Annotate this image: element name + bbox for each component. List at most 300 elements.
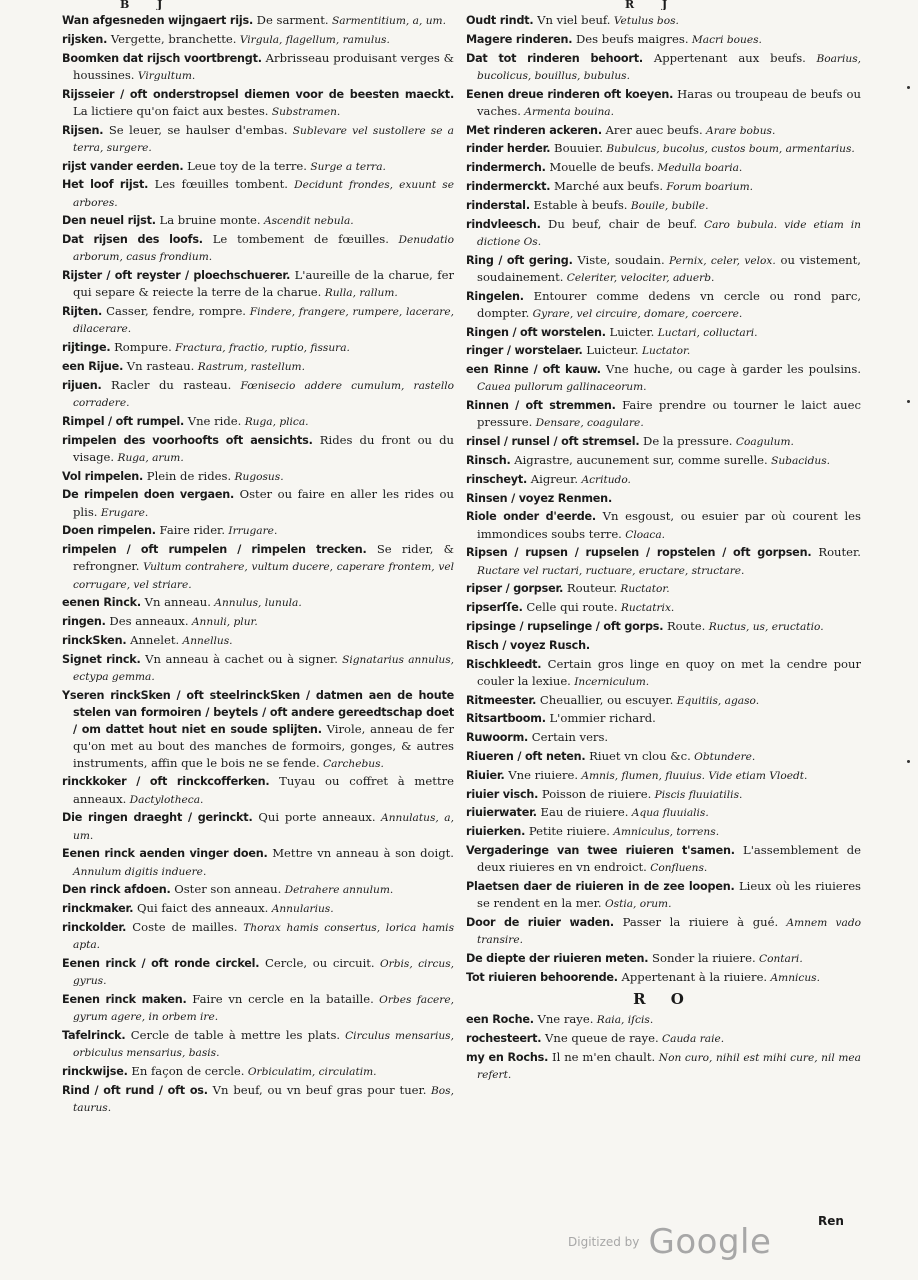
entry-latin: Amnem vado transire. (477, 916, 861, 947)
page-edge-mark (907, 760, 910, 763)
entry-french: Cercle, ou circuit. (259, 955, 375, 970)
entry-headword: rinckwijse. (62, 1064, 128, 1078)
entry-french: Arbrisseau produisant verges & houssines. (73, 50, 454, 82)
page-edge-mark (907, 86, 910, 89)
entry-french: Le tombement de fœuilles. (202, 232, 389, 247)
entry-headword: eenen Rinck. (62, 596, 141, 610)
entry-latin: Forum boarium. (663, 180, 754, 193)
entry-french: ou vistement, soudainement. (477, 252, 861, 284)
entry-french: Cercle de table à mettre les plats. (125, 1027, 341, 1042)
dictionary-entry (62, 267, 454, 301)
entry-headword: Den neuel rijst. (62, 214, 156, 228)
dictionary-entry (466, 729, 861, 746)
dictionary-entry (62, 468, 454, 485)
entry-french: Faire rider. (155, 523, 226, 538)
entry-headword: riuierwater. (466, 806, 537, 820)
running-head-right: R J (625, 0, 680, 10)
dictionary-entry (466, 122, 861, 139)
dictionary-entry (62, 632, 454, 649)
dictionary-entry (62, 919, 454, 953)
dictionary-entry (466, 361, 861, 395)
dictionary-entry (62, 900, 454, 917)
entry-headword: Eenen rinck / oft ronde circkel. (62, 956, 260, 970)
entry-latin: Densare, coagulare. (532, 417, 644, 430)
left-column (62, 12, 454, 1222)
dictionary-entry (466, 950, 861, 967)
entry-french: Vn anneau à cachet ou à signer. (140, 651, 338, 666)
dictionary-entry (466, 969, 861, 986)
entry-headword: Eenen rinck aenden vinger doen. (62, 847, 268, 861)
dictionary-entry (62, 1027, 454, 1061)
dictionary-entry (62, 594, 454, 611)
entry-latin: Ructatrix. (617, 602, 675, 615)
entry-headword: een Rijue. (62, 359, 124, 373)
dictionary-entry (62, 613, 454, 630)
entry-french: Des anneaux. (105, 614, 189, 629)
dictionary-entry (62, 212, 454, 229)
catchword: Ren (818, 1214, 844, 1228)
dictionary-entry (62, 377, 454, 411)
dictionary-entry (62, 773, 454, 807)
entry-french: Certain gros linge en quoy on met la cendre pour couler la lexiue. (477, 656, 861, 688)
entry-latin: Ructus, us, eructatio. (705, 620, 824, 633)
dictionary-entry (466, 637, 861, 654)
entry-french: De sarment. (253, 13, 329, 27)
entry-headword: rinder herder. (466, 142, 551, 156)
entry-headword: rimpelen / oft rumpelen / rimpelen trecken. (62, 543, 367, 557)
entry-latin: Piscis fluuiatilis. (651, 788, 743, 801)
entry-latin: Acritudo. (578, 473, 631, 486)
entry-french: Mettre vn anneau à son doigt. (267, 846, 454, 861)
entry-headword: rijsken. (62, 32, 108, 46)
dictionary-entry (466, 618, 861, 635)
entry-french: Eau de riuiere. (536, 805, 629, 820)
entry-french: Passer la riuiere à gué. (613, 914, 779, 929)
entry-french: Cheuallier, ou escuyer. (536, 692, 674, 707)
entry-latin: Bouile, bubile. (627, 199, 709, 212)
entry-french: Riuet vn clou &c. (585, 748, 691, 763)
entry-french: Vne queue de raye. (541, 1030, 659, 1045)
entry-latin: Denudatio arborum, casus frondium. (73, 234, 454, 264)
entry-latin: Amnis, flumen, fluuius. Vide etiam Vloedt. (578, 769, 808, 782)
entry-latin: Rastrum, rastellum. (194, 360, 305, 373)
entry-latin: Detrahere annulum. (281, 884, 394, 897)
entry-french: Vergette, branchette. (107, 31, 237, 46)
dictionary-entry (466, 490, 861, 507)
dictionary-entry (466, 433, 861, 450)
entry-headword: rindermerch. (466, 161, 546, 175)
entry-french: Bouuier. (550, 141, 604, 156)
entry-french: Certain vers. (528, 730, 609, 745)
entry-french: Appertenant aux beufs. (642, 50, 806, 65)
entry-french: Luicteur. (582, 343, 639, 358)
entry-latin: Contari. (755, 952, 803, 965)
entry-headword: Rijster / oft reyster / ploechschuerer. (62, 269, 291, 283)
entry-latin: Orbes facere, gyrum agere, in orbem ire. (73, 993, 454, 1024)
entry-french: L'ommier richard. (545, 711, 656, 726)
dictionary-entry (466, 12, 861, 29)
entry-latin: Amniculus, torrens. (609, 826, 720, 839)
entry-headword: ringer / worstelaer. (466, 344, 583, 358)
entry-french: Oster ou faire en aller les rides ou plis. (73, 487, 454, 519)
entry-latin: Annulatus, a, um. (73, 812, 454, 842)
right-column-entries (466, 12, 861, 986)
dictionary-entry (62, 12, 454, 29)
entry-french: Poisson de riuiere. (538, 786, 652, 801)
entry-headword: rinsel / runsel / oft stremsel. (466, 435, 640, 449)
entry-headword: rinscheyt. (466, 472, 528, 486)
entry-latin: Non curo, nihil est mihi cure, nil mea refert. (477, 1051, 861, 1081)
entry-headword: Rinsch. (466, 453, 511, 467)
dictionary-entry (62, 809, 454, 843)
dictionary-entry (62, 413, 454, 430)
entry-latin: Cauea pullorum gallinaceorum. (477, 381, 647, 394)
entry-headword: Ripsen / rupsen / rupselen / ropstelen / oft gorpsen. (466, 546, 812, 560)
dictionary-entry (62, 1063, 454, 1080)
entry-headword: Signet rinck. (62, 652, 141, 666)
entry-headword: Rimpel / oft rumpel. (62, 414, 185, 428)
entry-latin: Amnicus. (767, 971, 820, 984)
entry-headword: ringen. (62, 615, 106, 629)
running-head-left: B J (120, 0, 175, 10)
entry-latin: Fœnisecio addere cumulum, rastello corradere. (73, 379, 454, 409)
entry-headword: rinckkoker / oft rinckcofferken. (62, 775, 270, 789)
dictionary-entry (466, 216, 861, 250)
entry-headword: Ruwoorm. (466, 731, 529, 745)
entry-headword: Ringelen. (466, 289, 524, 303)
entry-latin: Annularius. (268, 903, 334, 916)
entry-french: Faire prendre ou tourner le laict auec pressure. (477, 398, 861, 430)
entry-latin: Obtundere. (690, 750, 756, 763)
entry-headword: Den rinck afdoen. (62, 883, 171, 897)
entry-french: Vn rasteau. (123, 358, 195, 373)
entry-french: Marché aux beufs. (550, 178, 664, 193)
entry-latin: Dactylotheca. (126, 793, 204, 806)
entry-headword: Boomken dat rijsch voortbrengt. (62, 51, 262, 65)
entry-headword: Tot riuieren behoorende. (466, 970, 618, 984)
dictionary-entry (466, 50, 861, 84)
entry-french: Aigrastre, aucunement sur, comme surelle. (510, 452, 768, 467)
dictionary-entry (466, 823, 861, 840)
entry-french: Entourer comme dedens vn cercle ou rond parc, dompter. (477, 288, 861, 320)
entry-french: Plein de rides. (143, 468, 232, 483)
entry-french: Celle qui route. (522, 600, 618, 615)
dictionary-entry (466, 544, 861, 578)
entry-latin: Carchebus. (319, 757, 384, 770)
dictionary-entry (62, 991, 454, 1025)
dictionary-entry (62, 158, 454, 175)
section-heading: R O (633, 989, 694, 1008)
entry-french: Estable à beufs. (529, 197, 628, 212)
entry-french: Coste de mailles. (126, 919, 238, 934)
entry-french: L'aureille de la charue, fer qui separe & reiecte la terre de la charue. (73, 268, 454, 300)
dictionary-entry (466, 767, 861, 784)
entry-french: Qui faict des anneaux. (133, 901, 269, 916)
dictionary-entry (466, 31, 861, 48)
entry-french: Se leuer, se haulser d'embas. (103, 122, 288, 137)
entry-french: Routeur. (563, 581, 618, 596)
entry-french: Vne raye. (533, 1011, 594, 1026)
entry-french: Faire vn cercle en la bataille. (186, 991, 374, 1006)
entry-latin: Ruga, plica. (241, 415, 309, 428)
entry-french: Les fœuilles tombent. (148, 177, 288, 192)
entry-latin: Rugosus. (231, 470, 284, 483)
entry-headword: Dat tot rinderen behoort. (466, 51, 643, 65)
dictionary-entry (62, 50, 454, 84)
entry-headword: Riuier. (466, 768, 505, 782)
dictionary-entry (466, 159, 861, 176)
entry-latin: Armenta bouina. (520, 105, 614, 118)
entry-french: Qui porte anneaux. (252, 810, 376, 825)
entry-headword: ripsinge / rupselinge / oft gorps. (466, 619, 664, 633)
dictionary-entry (466, 599, 861, 616)
dictionary-entry (62, 86, 454, 120)
entry-french: De la pressure. (639, 434, 733, 449)
entry-headword: De diepte der riuieren meten. (466, 951, 649, 965)
page-edge-mark (907, 400, 910, 403)
entry-headword: rindermerckt. (466, 179, 551, 193)
entry-latin: Confluens. (646, 862, 708, 875)
entry-headword: rochesteert. (466, 1031, 542, 1045)
entry-headword: rijtinge. (62, 341, 111, 355)
entry-french: Du beuf, chair de beuf. (540, 216, 698, 231)
entry-headword: Met rinderen ackeren. (466, 123, 602, 137)
entry-french: Arer auec beufs. (601, 122, 703, 137)
entry-latin: Erugare. (97, 506, 149, 519)
dictionary-entry (62, 486, 454, 520)
entry-headword: riuierken. (466, 825, 526, 839)
entry-french: Rompure. (110, 340, 172, 355)
dictionary-entry (62, 339, 454, 356)
entry-headword: Tafelrinck. (62, 1028, 126, 1042)
right-column-entries-ro (466, 1011, 861, 1083)
entry-french: Vn esgoust, ou esuier par où courent les immondices soubs terre. (477, 509, 861, 541)
entry-latin: Findere, frangere, rumpere, lacerare, dilacerare. (73, 306, 454, 336)
watermark-prefix: Digitized by (568, 1235, 640, 1249)
entry-headword: Riueren / oft neten. (466, 749, 586, 763)
entry-french: La lictiere qu'on faict aux bestes. (73, 103, 269, 118)
dictionary-entry (466, 914, 861, 948)
entry-headword: Rischkleedt. (466, 657, 542, 671)
entry-latin: Boarius, bucolicus, bouillus, bubulus. (477, 52, 861, 82)
entry-headword: Plaetsen daer de riuieren in de zee loopen. (466, 879, 735, 893)
entry-latin: Gyrare, vel circuire, domare, coercere. (529, 307, 743, 320)
entry-french: Mouelle de beufs. (545, 160, 655, 175)
entry-french: Vn anneau. (140, 595, 211, 610)
entry-headword: een Rinne / oft kauw. (466, 363, 601, 377)
entry-latin: Incerniculum. (570, 675, 650, 688)
entry-latin: Cloaca. (621, 528, 666, 541)
entry-latin: Vetulus bos. (610, 15, 679, 27)
entry-latin: Orbiculatim, circulatim. (244, 1065, 377, 1078)
dictionary-entry (466, 656, 861, 690)
dictionary-entry (466, 786, 861, 803)
entry-latin: Cauda raie. (658, 1032, 725, 1045)
entry-headword: Rijsen. (62, 123, 104, 137)
dictionary-entry (466, 1030, 861, 1047)
dictionary-entry (466, 288, 861, 322)
entry-latin: Annulum digitis induere. (73, 865, 207, 878)
entry-french: Leue toy de la terre. (183, 158, 307, 173)
entry-headword: rijst vander eerden. (62, 159, 184, 173)
entry-latin: Orbis, circus, gyrus. (73, 957, 454, 988)
dictionary-entry (62, 845, 454, 879)
entry-headword: rimpelen des voorhoofts oft aensichts. (62, 433, 313, 447)
entry-headword: Eenen rinck maken. (62, 992, 187, 1006)
dictionary-entry (466, 452, 861, 469)
entry-french: Haras ou troupeau de beufs ou vaches. (477, 86, 861, 118)
entry-headword: Rinnen / oft stremmen. (466, 399, 616, 413)
entry-headword: rinckSken. (62, 633, 127, 647)
dictionary-entry (62, 687, 454, 772)
entry-headword: rindvleesch. (466, 217, 541, 231)
entry-latin: Ructator. (617, 583, 670, 596)
dictionary-entry (466, 342, 861, 359)
dictionary-entry (62, 955, 454, 989)
dictionary-entry (466, 508, 861, 542)
dictionary-entry (466, 804, 861, 821)
watermark-brand-logo: Google (648, 1222, 772, 1262)
entry-latin: Ruga, arum. (114, 451, 184, 464)
entry-latin: Annuli, plur. (188, 616, 258, 629)
entry-french: Vn viel beuf. (533, 13, 611, 27)
entry-latin: Rulla, rallum. (321, 287, 398, 300)
entry-latin: Signatarius annulus, ectypa gemma. (73, 653, 454, 683)
entry-headword: Riole onder d'eerde. (466, 510, 596, 524)
dictionary-entry (466, 1049, 861, 1083)
entry-french: Vne huche, ou cage à garder les poulsins. (600, 362, 861, 377)
entry-french: Casser, fendre, rompre. (102, 304, 246, 319)
entry-headword: Risch / voyez Rusch. (466, 638, 590, 652)
entry-french: Luicter. (605, 324, 655, 339)
entry-latin: Equitiis, agaso. (673, 694, 760, 707)
entry-headword: Vergaderinge van twee riuieren t'samen. (466, 843, 735, 857)
entry-headword: riuier visch. (466, 787, 539, 801)
entry-latin: Luctari, colluctari. (654, 326, 758, 339)
entry-french: Virole, anneau de fer qu'on met au bout des manches de formoirs, gonges, & autres instruments, affin que le bois ne se fende. (73, 722, 454, 770)
dictionary-entry (466, 692, 861, 709)
entry-french: Petite riuiere. (525, 824, 610, 839)
entry-latin: Fractura, fractio, ruptio, fissura. (171, 342, 350, 355)
dictionary-entry (62, 231, 454, 265)
entry-headword: Die ringen draeght / gerinckt. (62, 811, 253, 825)
entry-french: Appertenant à la riuiere. (617, 969, 768, 984)
entry-french: Se rider, & refrongner. (73, 542, 454, 574)
entry-headword: Ritmeester. (466, 693, 537, 707)
entry-headword: rinderstal. (466, 198, 530, 212)
entry-headword: Rijten. (62, 305, 103, 319)
entry-headword: De rimpelen doen vergaen. (62, 488, 235, 502)
dictionary-entry (466, 197, 861, 214)
entry-latin: Bos, taurus. (73, 1084, 454, 1114)
entry-headword: Oudt rindt. (466, 14, 534, 27)
entry-headword: my en Rochs. (466, 1050, 549, 1064)
entry-latin: Coagulum. (732, 436, 794, 449)
entry-french: L'assemblement de deux riuieres en vn endroict. (477, 842, 861, 875)
entry-latin: Decidunt frondes, exuunt se arbores. (73, 179, 454, 209)
entry-latin: Pernix, celer, velox. (664, 254, 776, 267)
entry-headword: Ring / oft gering. (466, 253, 573, 267)
entry-latin: Annellus. (179, 634, 233, 647)
entry-latin: Medulla boaria. (654, 162, 743, 175)
entry-french: Aigreur. (527, 471, 579, 486)
entry-french: La bruine monte. (155, 213, 261, 228)
entry-headword: ripser / gorpser. (466, 582, 564, 596)
entry-headword: rinckolder. (62, 920, 127, 934)
entry-french: Oster son anneau. (170, 882, 282, 897)
entry-headword: rijuen. (62, 378, 102, 392)
entry-latin: Subacidus. (767, 454, 831, 467)
entry-french: En façon de cercle. (127, 1063, 245, 1078)
entry-latin: Vultum contrahere, vultum ducere, caperare frontem, vel corrugare, vel striare. (73, 561, 454, 591)
entry-latin: Substramen. (268, 105, 341, 118)
dictionary-entry (62, 522, 454, 539)
entry-french: Racler du rasteau. (101, 377, 232, 392)
entry-latin: Arare bobus. (702, 124, 776, 137)
dictionary-entry (62, 31, 454, 48)
entry-french: Rides du front ou du visage. (73, 432, 454, 464)
dictionary-entry (62, 432, 454, 466)
entry-latin: Thorax hamis consertus, lorica hamis apta. (73, 921, 454, 952)
entry-headword: Door de riuier waden. (466, 915, 614, 929)
entry-headword: Wan afgesneden wijngaert rijs. (62, 14, 253, 27)
entry-headword: Doen rimpelen. (62, 524, 156, 538)
entry-french: Router. (811, 545, 861, 560)
dictionary-entry (62, 303, 454, 337)
entry-french: Annelet. (126, 632, 180, 647)
right-column (466, 12, 861, 1222)
dictionary-entry (466, 878, 861, 912)
entry-french: Lieux où les riuieres se rendent en la mer. (477, 878, 861, 911)
dictionary-entry (466, 580, 861, 597)
digitized-watermark (568, 1222, 771, 1262)
entry-latin: Macri boues. (688, 33, 762, 46)
dictionary-entry (62, 651, 454, 685)
entry-latin: Virgultum. (134, 69, 196, 82)
entry-latin: Surge a terra. (306, 160, 386, 173)
entry-latin: Irrugare. (225, 525, 278, 538)
dictionary-entry (466, 178, 861, 195)
entry-latin: Circulus mensarius, orbiculus mensarius, basis. (73, 1029, 454, 1060)
entry-french: Des beufs maigres. (572, 31, 689, 46)
dictionary-entry (62, 358, 454, 375)
entry-french: Sonder la riuiere. (648, 950, 756, 965)
entry-latin: Celeriter, velociter, aduerb. (563, 271, 715, 284)
entry-latin: Sublevare vel sustollere se a terra, surgere. (73, 124, 454, 154)
entry-latin: Ascendit nebula. (260, 215, 354, 228)
entry-latin: Bubulcus, bucolus, custos boum, armentarius. (603, 143, 855, 156)
entry-latin: Caro bubula. vide etiam in dictione Os. (477, 218, 861, 248)
dictionary-entry (466, 397, 861, 431)
entry-french: Vne ride. (184, 413, 242, 428)
dictionary-entry (62, 541, 454, 593)
entry-headword: Rinsen / voyez Renmen. (466, 491, 612, 505)
dictionary-entry (466, 140, 861, 157)
dictionary-entry (466, 471, 861, 488)
entry-french: Tuyau ou coffret à mettre anneaux. (73, 774, 454, 806)
entry-latin: Ructare vel ructari, ructuare, eructare, structare. (477, 564, 745, 577)
entry-latin: Annulus, lunula. (210, 597, 302, 610)
entry-headword: rinckmaker. (62, 902, 134, 916)
entry-french: Viste, soudain. (572, 252, 665, 267)
entry-french: Vn beuf, ou vn beuf gras pour tuer. (207, 1082, 427, 1097)
entry-latin: Luctator. (638, 345, 691, 358)
dictionary-entry (466, 710, 861, 727)
entry-french: Il ne m'en chault. (548, 1049, 656, 1064)
entry-headword: Ritsartboom. (466, 712, 546, 726)
entry-headword: Vol rimpelen. (62, 469, 144, 483)
entry-latin: Virgula, flagellum, ramulus. (236, 33, 390, 46)
